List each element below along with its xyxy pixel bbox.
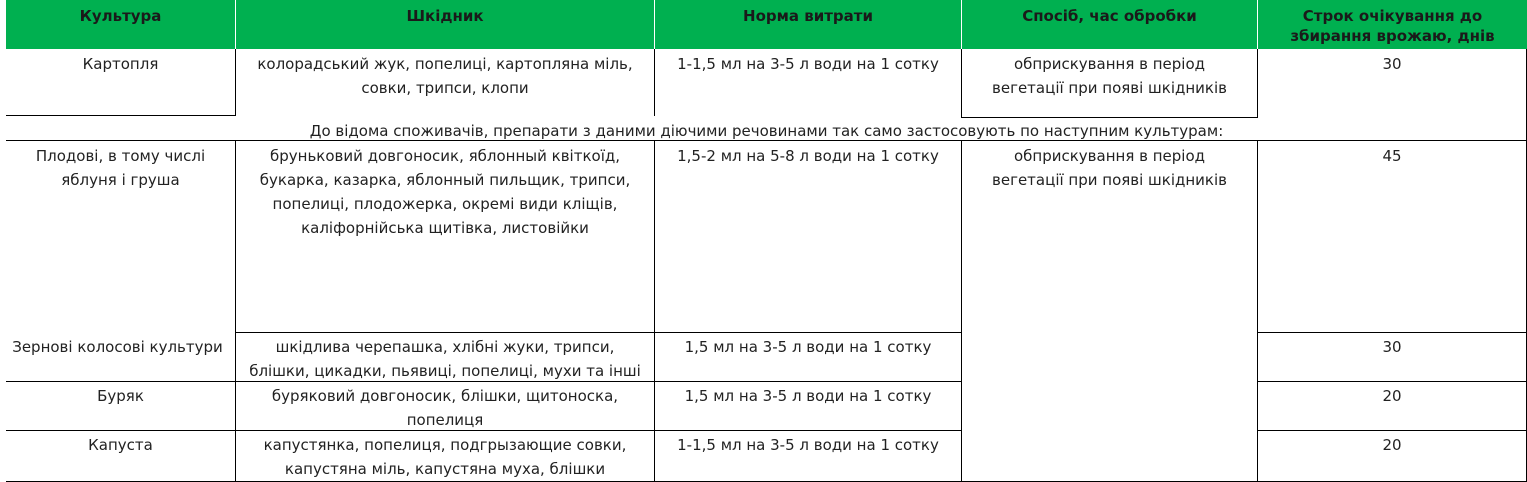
row2-method-line1: обприскування в період: [1013, 147, 1205, 165]
row4-pests-line2: попелиця: [406, 411, 484, 429]
row2-pests-line1: бруньковий довгоносик, яблонный квіткоїд,: [269, 147, 621, 165]
row1-culture: Картопля: [82, 55, 159, 73]
header-pest: Шкідник: [236, 0, 654, 49]
row2-method-line2: вегетації при появі шкідників: [992, 171, 1227, 189]
row2-days: 45: [1382, 147, 1402, 165]
row1-pests-line2: совки, трипси, клопи: [361, 79, 529, 97]
row2-culture-line1: Плодові, в тому числі: [35, 147, 206, 165]
row1-rate: 1-1,5 мл на 3-5 л води на 1 сотку: [677, 55, 939, 73]
row3-rate: 1,5 мл на 3-5 л води на 1 сотку: [684, 338, 932, 356]
row2-rate: 1,5-2 мл на 5-8 л води на 1 сотку: [677, 147, 939, 165]
row5-culture: Капуста: [88, 436, 153, 454]
row5-pests-line2: капустяна міль, капустяна муха, блішки: [284, 460, 606, 478]
row4-pests-line1: буряковий довгоносик, блішки, щитоноска,: [271, 387, 619, 405]
row5-rate: 1-1,5 мл на 3-5 л води на 1 сотку: [677, 436, 939, 454]
row5-days: 20: [1382, 436, 1402, 454]
row1-bottom-line: [6, 115, 235, 116]
row2-pests-line3: попелиці, плодожерка, окремі види кліщів,: [272, 195, 618, 213]
header-wait-line1: Строк очікування до: [1302, 7, 1483, 25]
row4-culture: Буряк: [97, 387, 144, 405]
row2-pests-line2: букарка, казарка, яблонный пильщик, трипси,: [259, 171, 631, 189]
row2-pests-line4: каліфорнійська щитівка, листовійки: [301, 219, 589, 237]
row1-method-line1: обприскування в період: [1013, 55, 1205, 73]
header-culture: Культура: [6, 0, 235, 49]
header-wait: [1258, 0, 1527, 49]
row3-culture: Зернові колосові культури: [12, 338, 223, 356]
row3-pests-line2: блішки, цикадки, пьявиці, попелиці, мухи та інші: [249, 362, 641, 380]
row1-method-line2: вегетації при появі шкідників: [992, 79, 1227, 97]
row1-pests-line1: колорадський жук, попелиці, картопляна міль,: [257, 55, 633, 73]
row3-pests-line1: шкідлива черепашка, хлібні жуки, трипси,: [275, 338, 615, 356]
row4-days: 20: [1382, 387, 1402, 405]
header-wait-line2: збирання врожаю, днів: [1290, 27, 1495, 45]
row1-days: 30: [1382, 55, 1402, 73]
row3-days: 30: [1382, 338, 1402, 356]
row4-rate: 1,5 мл на 3-5 л води на 1 сотку: [684, 387, 932, 405]
header-method: Спосіб, час обробки: [962, 0, 1257, 49]
row5-pests-line1: капустянка, попелиця, подгрызающие совки,: [263, 436, 627, 454]
consumer-note: До відома споживачів, препарати з даними діючими речовинами так само застосовують по наступним культурам:: [309, 122, 1224, 140]
header-rate: Норма витрати: [655, 0, 961, 49]
row2-culture-line2: яблуня і груша: [61, 171, 180, 189]
